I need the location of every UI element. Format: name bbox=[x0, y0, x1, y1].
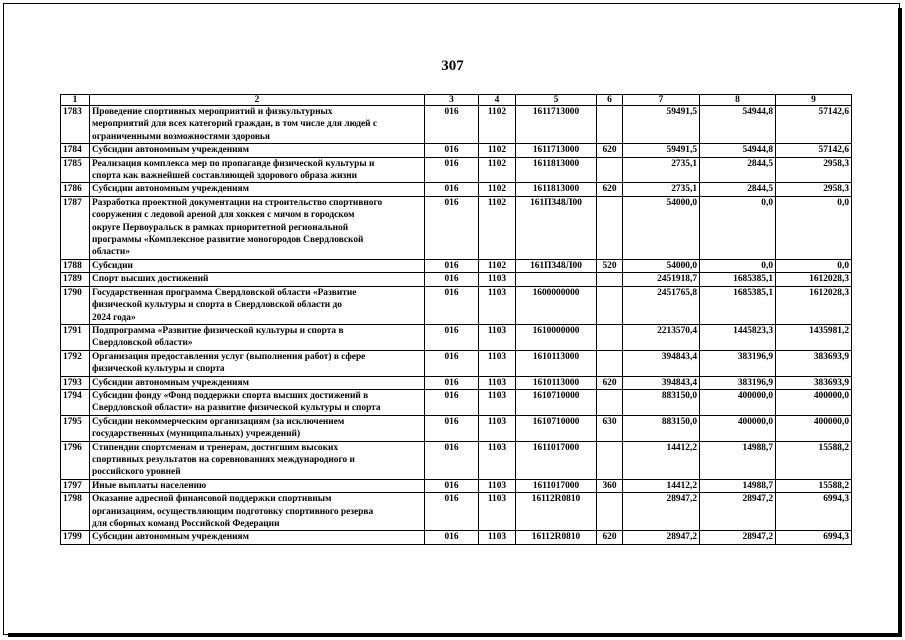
section-code: 1102 bbox=[479, 144, 516, 157]
amount-year-2: 400000,0 bbox=[700, 389, 776, 415]
expense-type-code bbox=[597, 493, 623, 531]
amount-year-1: 2735,1 bbox=[623, 183, 700, 196]
row-name bbox=[90, 106, 425, 144]
row-name-line: российского уровней bbox=[92, 467, 181, 478]
amount-year-3: 6994,3 bbox=[776, 531, 852, 544]
amount-year-3: 400000,0 bbox=[776, 389, 852, 415]
row-name-line: округе Первоуральск в рамках приоритетной региональной bbox=[92, 222, 349, 233]
expense-type-code bbox=[597, 350, 623, 376]
ministry-code: 016 bbox=[425, 286, 479, 324]
ministry-code: 016 bbox=[425, 415, 479, 441]
row-name-line: Реализация комплекса мер по пропаганде физической культуры и bbox=[92, 158, 375, 169]
row-number: 1798 bbox=[61, 493, 90, 531]
expense-type-code: 620 bbox=[597, 183, 623, 196]
target-article-code: 16112R0810 bbox=[516, 531, 597, 544]
row-name-line: для сборных команд Российской Федерации bbox=[92, 519, 280, 529]
target-article-code: 161П348Л00 bbox=[516, 259, 597, 272]
table-row bbox=[61, 196, 852, 259]
amount-year-1: 883150,0 bbox=[623, 389, 700, 415]
row-name-line: Стипендии спортсменам и тренерам, достигшим высоких bbox=[92, 442, 339, 453]
row-name-line: Субсидии автономным учреждениям bbox=[92, 184, 249, 195]
row-name bbox=[90, 389, 425, 415]
row-name bbox=[90, 415, 425, 441]
section-code: 1103 bbox=[479, 493, 516, 531]
table-row bbox=[61, 493, 852, 531]
section-code: 1103 bbox=[479, 286, 516, 324]
expense-type-code bbox=[597, 157, 623, 183]
row-name-line: Организация предоставления услуг (выполнения работ) в сфере bbox=[92, 351, 366, 362]
amount-year-3: 383693,9 bbox=[776, 376, 852, 389]
amount-year-1: 54000,0 bbox=[623, 259, 700, 272]
row-number: 1788 bbox=[61, 259, 90, 272]
header-cell: 7 bbox=[623, 95, 700, 106]
expense-type-code bbox=[597, 324, 623, 350]
amount-year-3: 383693,9 bbox=[776, 350, 852, 376]
row-number: 1789 bbox=[61, 273, 90, 286]
row-name bbox=[90, 183, 425, 196]
amount-year-2: 1685385,1 bbox=[700, 273, 776, 286]
expense-type-code: 620 bbox=[597, 144, 623, 157]
row-name bbox=[90, 324, 425, 350]
expense-type-code bbox=[597, 196, 623, 259]
ministry-code: 016 bbox=[425, 273, 479, 286]
expense-type-code bbox=[597, 286, 623, 324]
row-number: 1793 bbox=[61, 376, 90, 389]
target-article-code: 1611813000 bbox=[516, 157, 597, 183]
row-name-line: Подпрограмма «Развитие физической культуры и спорта в bbox=[92, 325, 344, 336]
table-row bbox=[61, 286, 852, 324]
row-number: 1795 bbox=[61, 415, 90, 441]
expense-type-code: 360 bbox=[597, 479, 623, 492]
ministry-code: 016 bbox=[425, 493, 479, 531]
table-row bbox=[61, 531, 852, 544]
budget-table bbox=[60, 94, 852, 545]
section-code: 1102 bbox=[479, 157, 516, 183]
header-cell: 1 bbox=[61, 95, 90, 106]
section-code: 1103 bbox=[479, 324, 516, 350]
row-name bbox=[90, 157, 425, 183]
amount-year-3: 15588,2 bbox=[776, 441, 852, 479]
ministry-code: 016 bbox=[425, 350, 479, 376]
amount-year-1: 59491,5 bbox=[623, 106, 700, 144]
row-number: 1796 bbox=[61, 441, 90, 479]
table-row bbox=[61, 273, 852, 286]
row-name bbox=[90, 196, 425, 259]
row-name-line: программы «Комплексное развитие моногородов Свердловской bbox=[92, 235, 364, 246]
row-name-line: Субсидии автономным учреждениям bbox=[92, 377, 249, 388]
expense-type-code bbox=[597, 389, 623, 415]
amount-year-2: 54944,8 bbox=[700, 106, 776, 144]
amount-year-2: 383196,9 bbox=[700, 376, 776, 389]
row-name-line: Субсидии bbox=[92, 260, 133, 271]
amount-year-3: 0,0 bbox=[776, 259, 852, 272]
section-code: 1102 bbox=[479, 196, 516, 259]
header-cell: 8 bbox=[700, 95, 776, 106]
row-name-line: организациям, осуществляющим подготовку спортивного резерва bbox=[92, 506, 374, 517]
row-name-line: спорта как важнейшей составляющей здорового образа жизни bbox=[92, 171, 358, 182]
ministry-code: 016 bbox=[425, 106, 479, 144]
ministry-code: 016 bbox=[425, 531, 479, 544]
row-name-line: Субсидии автономным учреждениям bbox=[92, 532, 249, 543]
amount-year-2: 400000,0 bbox=[700, 415, 776, 441]
target-article-code: 1610113000 bbox=[516, 376, 597, 389]
section-code: 1103 bbox=[479, 389, 516, 415]
target-article-code: 1600000000 bbox=[516, 286, 597, 324]
row-name-line: Свердловской области» на развитие физической культуры и спорта bbox=[92, 403, 381, 414]
row-name-line: Иные выплаты населению bbox=[92, 480, 207, 491]
row-name bbox=[90, 350, 425, 376]
section-code: 1102 bbox=[479, 259, 516, 272]
amount-year-2: 0,0 bbox=[700, 259, 776, 272]
row-name-line: мероприятий для всех категорий граждан, в том числе для людей с bbox=[92, 119, 378, 130]
row-name-line: Субсидии некоммерческим организациям (за исключением bbox=[92, 416, 345, 427]
target-article-code: 1611813000 bbox=[516, 183, 597, 196]
expense-type-code: 520 bbox=[597, 259, 623, 272]
amount-year-3: 2958,3 bbox=[776, 157, 852, 183]
section-code: 1102 bbox=[479, 183, 516, 196]
expense-type-code bbox=[597, 106, 623, 144]
row-name-line: 2024 года» bbox=[92, 312, 136, 323]
amount-year-2: 2844,5 bbox=[700, 183, 776, 196]
amount-year-2: 2844,5 bbox=[700, 157, 776, 183]
row-name-line: области» bbox=[92, 247, 130, 258]
amount-year-3: 1612028,3 bbox=[776, 286, 852, 324]
amount-year-1: 2451918,7 bbox=[623, 273, 700, 286]
row-name-line: Оказание адресной финансовой поддержки спортивным bbox=[92, 494, 332, 505]
table-row bbox=[61, 441, 852, 479]
ministry-code: 016 bbox=[425, 441, 479, 479]
target-article-code: 1611713000 bbox=[516, 106, 597, 144]
table-row bbox=[61, 144, 852, 157]
row-name bbox=[90, 144, 425, 157]
ministry-code: 016 bbox=[425, 183, 479, 196]
row-name-line: Субсидии фонду «Фонд поддержки спорта высших достижений в bbox=[92, 390, 369, 401]
amount-year-1: 394843,4 bbox=[623, 376, 700, 389]
table-row bbox=[61, 389, 852, 415]
amount-year-1: 2735,1 bbox=[623, 157, 700, 183]
target-article-code: 1610000000 bbox=[516, 324, 597, 350]
header-cell: 5 bbox=[516, 95, 597, 106]
row-name-line: государственных (муниципальных) учреждений) bbox=[92, 429, 301, 440]
row-number: 1784 bbox=[61, 144, 90, 157]
section-code: 1103 bbox=[479, 479, 516, 492]
table-row bbox=[61, 259, 852, 272]
row-name-line: Свердловской области» bbox=[92, 338, 193, 349]
header-cell: 4 bbox=[479, 95, 516, 106]
row-name-line: Проведение спортивных мероприятий и физкультурных bbox=[92, 107, 333, 117]
amount-year-3: 400000,0 bbox=[776, 415, 852, 441]
row-name bbox=[90, 479, 425, 492]
page-frame-shadow-bottom bbox=[8, 633, 902, 637]
target-article-code: 1611017000 bbox=[516, 479, 597, 492]
target-article-code: 16112R0810 bbox=[516, 493, 597, 531]
row-name-line: Разработка проектной документации на строительство спортивного bbox=[92, 197, 383, 208]
amount-year-3: 0,0 bbox=[776, 196, 852, 259]
target-article-code bbox=[516, 273, 597, 286]
ministry-code: 016 bbox=[425, 157, 479, 183]
amount-year-2: 14988,7 bbox=[700, 441, 776, 479]
ministry-code: 016 bbox=[425, 259, 479, 272]
row-number: 1799 bbox=[61, 531, 90, 544]
amount-year-3: 2958,3 bbox=[776, 183, 852, 196]
row-name-line: физической культуры и спорта bbox=[92, 364, 225, 375]
header-cell: 9 bbox=[776, 95, 852, 106]
section-code: 1103 bbox=[479, 350, 516, 376]
row-name bbox=[90, 376, 425, 389]
amount-year-2: 14988,7 bbox=[700, 479, 776, 492]
section-code: 1103 bbox=[479, 441, 516, 479]
amount-year-1: 59491,5 bbox=[623, 144, 700, 157]
page-number: 307 bbox=[441, 58, 464, 74]
row-name-line: Спорт высших достижений bbox=[92, 274, 209, 285]
amount-year-1: 883150,0 bbox=[623, 415, 700, 441]
target-article-code: 1610113000 bbox=[516, 350, 597, 376]
amount-year-2: 54944,8 bbox=[700, 144, 776, 157]
amount-year-2: 1685385,1 bbox=[700, 286, 776, 324]
row-name bbox=[90, 286, 425, 324]
section-code: 1103 bbox=[479, 273, 516, 286]
target-article-code: 1611017000 bbox=[516, 441, 597, 479]
table-row bbox=[61, 324, 852, 350]
ministry-code: 016 bbox=[425, 389, 479, 415]
row-number: 1797 bbox=[61, 479, 90, 492]
row-name-line: Субсидии автономным учреждениям bbox=[92, 145, 249, 156]
row-number: 1792 bbox=[61, 350, 90, 376]
amount-year-1: 54000,0 bbox=[623, 196, 700, 259]
target-article-code: 161П348Л00 bbox=[516, 196, 597, 259]
amount-year-3: 1612028,3 bbox=[776, 273, 852, 286]
amount-year-3: 1435981,2 bbox=[776, 324, 852, 350]
row-number: 1794 bbox=[61, 389, 90, 415]
section-code: 1103 bbox=[479, 376, 516, 389]
amount-year-1: 2451765,8 bbox=[623, 286, 700, 324]
header-cell: 6 bbox=[597, 95, 623, 106]
amount-year-1: 28947,2 bbox=[623, 531, 700, 544]
ministry-code: 016 bbox=[425, 479, 479, 492]
row-name bbox=[90, 531, 425, 544]
amount-year-2: 28947,2 bbox=[700, 531, 776, 544]
amount-year-3: 57142,6 bbox=[776, 106, 852, 144]
amount-year-2: 1445823,3 bbox=[700, 324, 776, 350]
table-header-row bbox=[61, 95, 852, 106]
row-number: 1791 bbox=[61, 324, 90, 350]
table-row bbox=[61, 106, 852, 144]
table-row bbox=[61, 415, 852, 441]
row-number: 1785 bbox=[61, 157, 90, 183]
header-cell: 3 bbox=[425, 95, 479, 106]
amount-year-2: 0,0 bbox=[700, 196, 776, 259]
row-name-line: ограниченными возможностями здоровья bbox=[92, 131, 270, 142]
ministry-code: 016 bbox=[425, 144, 479, 157]
row-name-line: физической культуры и спорта в Свердловской области до bbox=[92, 300, 342, 311]
expense-type-code bbox=[597, 441, 623, 479]
row-name bbox=[90, 259, 425, 272]
table-row bbox=[61, 376, 852, 389]
expense-type-code: 620 bbox=[597, 376, 623, 389]
row-name-line: Государственная программа Свердловской области «Развитие bbox=[92, 287, 357, 298]
row-name-line: спортивных результатов на соревнованиях международного и bbox=[92, 454, 355, 465]
expense-type-code: 630 bbox=[597, 415, 623, 441]
section-code: 1103 bbox=[479, 415, 516, 441]
amount-year-1: 394843,4 bbox=[623, 350, 700, 376]
expense-type-code bbox=[597, 273, 623, 286]
section-code: 1102 bbox=[479, 106, 516, 144]
section-code: 1103 bbox=[479, 531, 516, 544]
table-row bbox=[61, 183, 852, 196]
header-cell: 2 bbox=[90, 95, 425, 106]
row-number: 1783 bbox=[61, 106, 90, 144]
amount-year-1: 14412,2 bbox=[623, 441, 700, 479]
row-name bbox=[90, 273, 425, 286]
row-name bbox=[90, 441, 425, 479]
amount-year-1: 2213570,4 bbox=[623, 324, 700, 350]
amount-year-3: 57142,6 bbox=[776, 144, 852, 157]
target-article-code: 1610710000 bbox=[516, 415, 597, 441]
page-frame-shadow bbox=[898, 8, 902, 637]
amount-year-1: 14412,2 bbox=[623, 479, 700, 492]
row-number: 1786 bbox=[61, 183, 90, 196]
table-row bbox=[61, 479, 852, 492]
amount-year-2: 28947,2 bbox=[700, 493, 776, 531]
amount-year-2: 383196,9 bbox=[700, 350, 776, 376]
amount-year-3: 6994,3 bbox=[776, 493, 852, 531]
amount-year-1: 28947,2 bbox=[623, 493, 700, 531]
ministry-code: 016 bbox=[425, 196, 479, 259]
row-name-line: сооружения с ледовой ареной для хоккея с мячом в городском bbox=[92, 210, 355, 221]
row-number: 1790 bbox=[61, 286, 90, 324]
ministry-code: 016 bbox=[425, 324, 479, 350]
ministry-code: 016 bbox=[425, 376, 479, 389]
amount-year-3: 15588,2 bbox=[776, 479, 852, 492]
expense-type-code: 620 bbox=[597, 531, 623, 544]
target-article-code: 1610710000 bbox=[516, 389, 597, 415]
table-row bbox=[61, 157, 852, 183]
table-row bbox=[61, 350, 852, 376]
target-article-code: 1611713000 bbox=[516, 144, 597, 157]
row-number: 1787 bbox=[61, 196, 90, 259]
row-name bbox=[90, 493, 425, 531]
